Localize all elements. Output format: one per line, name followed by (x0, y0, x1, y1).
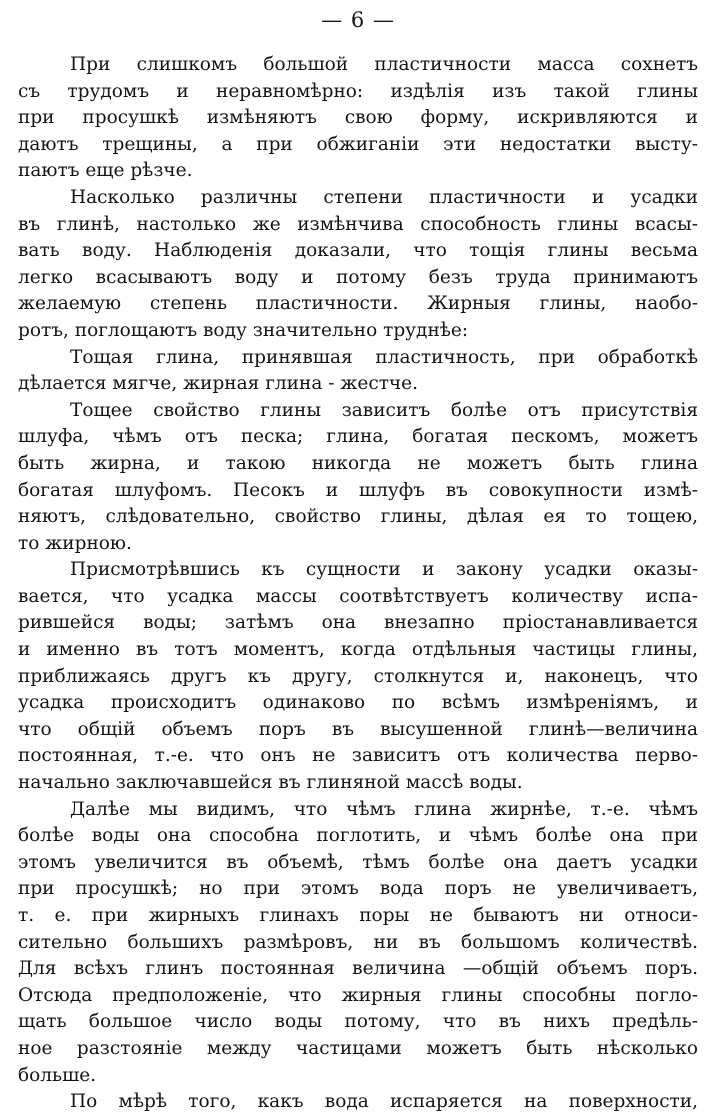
text-line: усадка происходитъ одинаково по всѣмъ измѣреніямъ, и (18, 692, 698, 714)
text-line: богатая шлуфомъ. Песокъ и шлуфъ въ совокупности измѣ- (18, 479, 698, 501)
text-line: шлуфа, чѣмъ отъ песка; глина, богатая пескомъ, можетъ (18, 426, 698, 448)
text-line: больше. (18, 1064, 97, 1086)
text-line: дѣлается мягче, жирная глина - жестче. (18, 373, 418, 395)
text-line: Далѣе мы видимъ, что чѣмъ глина жирнѣе, т.-е. чѣмъ (70, 798, 698, 820)
text-line: няютъ, слѣдовательно, свойство глины, дѣлая ея то тощею, (18, 506, 698, 528)
page-number: — 6 — (321, 8, 395, 32)
text-line: паютъ еще рѣзче. (18, 160, 193, 182)
text-line: при просушкѣ; но при этомъ вода поръ не увеличиваетъ, (18, 878, 698, 900)
text-line: рившейся воды; затѣмъ она внезапно пріостанавливается (18, 612, 698, 634)
text-line: то жирною. (18, 532, 132, 554)
text-line: вать воду. Наблюденія доказали, что тощія глины весьма (18, 240, 698, 262)
text-line: Присмотрѣвшись къ сущности и закону усадки оказы- (70, 559, 698, 581)
text-line: сительно большихъ размѣровъ, ни въ большомъ количествѣ. (18, 931, 698, 953)
text-line: приближаясь другъ къ другу, столкнутся и, наконецъ, что (18, 665, 698, 687)
text-line: щать большое число воды потому, что въ нихъ предѣль- (18, 1011, 698, 1033)
text-line: этомъ увеличится въ объемѣ, тѣмъ болѣе она даетъ усадки (18, 851, 698, 873)
text-line: легко всасываютъ воду и потому безъ труда принимаютъ (18, 266, 698, 288)
text-line: Насколько различны степени пластичности и усадки (70, 186, 698, 208)
text-line: По мѣрѣ того, какъ вода испаряется на поверхности, (70, 1091, 698, 1113)
text-line: постоянная, т.-е. что онъ не зависитъ отъ количества перво- (18, 745, 698, 767)
text-line: ное разстояніе между частицами можетъ быть нѣсколько (18, 1037, 698, 1059)
text-line: при просушкѣ измѣняютъ свою форму, искривляются и (18, 107, 698, 129)
text-line: ротъ, поглощаютъ воду значительно труднѣе: (18, 319, 469, 341)
text-line: быть жирна, и такою никогда не можетъ быть глина (18, 452, 698, 474)
text-line: что общій объемъ поръ въ высушенной глинѣ—величина (18, 718, 698, 740)
text-line: съ трудомъ и неравномѣрно: издѣлія изъ такой глины (18, 80, 698, 102)
text-line: вается, что усадка массы соотвѣтствуетъ количеству испа- (18, 585, 698, 607)
text-line: начально заключавшейся въ глиняной массѣ воды. (18, 772, 523, 794)
text-line: болѣе воды она способна поглотить, и чѣмъ болѣе она при (18, 825, 698, 847)
text-line: Отсюда предположеніе, что жирныя глины способны погло- (18, 984, 698, 1006)
text-line: и именно въ тотъ моментъ, когда отдѣльныя частицы глины, (18, 639, 698, 661)
text-line: Тощая глина, принявшая пластичность, при обработкѣ (70, 346, 698, 368)
text-line: Для всѣхъ глинъ постоянная величина —общій объемъ поръ. (18, 958, 698, 980)
text-line: въ глинѣ, настолько же измѣнчива способность глины всасы- (18, 213, 698, 235)
text-line: т. е. при жирныхъ глинахъ поры не бываютъ ни относи- (18, 905, 698, 926)
body-text (18, 52, 698, 1116)
text-line: Тощее свойство глины зависитъ болѣе отъ присутствія (70, 399, 698, 421)
text-line: желаемую степень пластичности. Жирныя глины, наобо- (18, 293, 698, 315)
text-line: даютъ трещины, а при обжиганіи эти недостатки высту- (18, 133, 698, 155)
text-line: При слишкомъ большой пластичности масса сохнетъ (70, 54, 698, 75)
